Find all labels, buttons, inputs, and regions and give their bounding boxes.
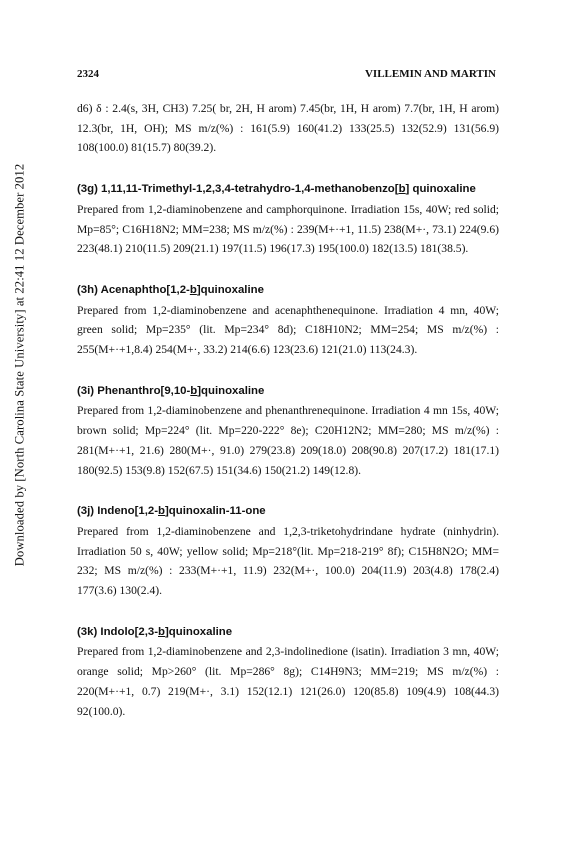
compound-title: [77, 502, 499, 522]
compound-entry-3h: [77, 281, 499, 360]
compound-description: Prepared from 1,2-diaminobenzene and phenanthrenequinone. Irradiation 4 mn 15s, 40W; brown solid; Mp=224° (lit. Mp=220-222° 8e); C20H12N2; MM=280; MS m/z(%) : 281(M+·+1, 21.6) 280(M+·, 91.0) 279(23.8) 209(18.0) 208(90.8) 207(17.2) 181(17.1) 180(92.5) 153(9.8) 152(67.5) 151(34.6) 150(21.2) 149(12.8).: [77, 404, 499, 477]
compound-entry-3j: [77, 502, 499, 601]
compound-entry-3i: [77, 382, 499, 481]
title-ring-letter: b: [158, 625, 165, 638]
intro-paragraph: d6) δ : 2.4(s, 3H, CH3) 7.25( br, 2H, H arom) 7.45(br, 1H, H arom) 7.7(br, 1H, H arom) 12.3(br, 1H, OH); MS m/z(%) : 161(5.9) 160(41.2) 133(25.5) 132(52.9) 131(56.9) 108(100.0) 81(15.7) 80(39.2).: [77, 102, 499, 155]
title-suffix: ]quinoxaline: [196, 283, 264, 296]
title-prefix: (3h) Acenaphtho[1,2-: [77, 283, 190, 296]
page-header: [77, 68, 496, 80]
compound-title: [77, 382, 499, 402]
page-number: 2324: [77, 68, 99, 80]
compound-description: Prepared from 1,2-diaminobenzene and 1,2,3-triketohydrindane hydrate (ninhydrin). Irradiation 50 s, 40W; yellow solid; Mp=218°(lit. Mp=218-219° 8f); C15H8N2O; MM= 232; MS m/z(%) : 233(M+·+1, 11.9) 232(M+·, 100.0) 204(11.9) 203(4.8) 178(2.4) 177(3.6) 130(2.4).: [77, 524, 499, 598]
compound-title: [77, 623, 499, 643]
title-suffix: ]quinoxaline: [164, 625, 233, 638]
title-ring-letter: b: [158, 505, 165, 518]
title-ring-letter: b: [398, 183, 406, 196]
title-prefix: (3j) Indeno[1,2-: [77, 505, 159, 518]
download-watermark: [11, 105, 29, 625]
compound-entry-3g: [77, 180, 499, 259]
title-ring-letter: b: [190, 384, 198, 397]
running-title: VILLEMIN AND MARTIN: [364, 68, 496, 80]
compound-description: Prepared from 1,2-diaminobenzene and acenaphthenequinone. Irradiation 4 mn, 40W; green solid; Mp=235° (lit. Mp=234° 8d); C18H10N2; MM=254; MS m/z(%) : 255(M+·+1,8.4) 254(M+·, 33.2) 214(6.6) 123(23.6) 121(21.0) 113(24.3).: [77, 303, 499, 357]
compound-title: [77, 180, 499, 200]
download-watermark-text: Downloaded by [North Carolina State University] at 22:41 12 December 2012: [12, 163, 27, 567]
compound-description: Prepared from 1,2-diaminobenzene and camphorquinone. Irradiation 15s, 40W; red solid; Mp=85°; C16H18N2; MM=238; MS m/z(%) : 239(M+·+1, 11.5) 238(M+·, 73.1) 224(9.6) 223(48.1) 210(11.5) 209(21.1) 197(11.5) 196(17.3) 195(100.0) 182(13.5) 181(38.5).: [77, 202, 499, 256]
title-suffix: ] quinoxaline: [405, 183, 476, 196]
compound-description: Prepared from 1,2-diaminobenzene and 2,3-indolinedione (isatin). Irradiation 3 mn, 40W; orange solid; Mp>260° (lit. Mp=286° 8g); C14H9N3; MM=219; MS m/z(%) : 220(M+·+1, 0.7) 219(M+·, 3.1) 152(12.1) 121(26.0) 120(85.8) 109(4.9) 108(44.3) 92(100.0).: [77, 645, 499, 718]
compound-entry-3k: [77, 623, 499, 722]
article-body: [77, 99, 499, 721]
title-suffix: ]quinoxaline: [197, 384, 265, 397]
compound-title: [77, 281, 499, 301]
title-suffix: ]quinoxalin-11-one: [164, 505, 266, 518]
title-ring-letter: b: [189, 283, 197, 296]
title-prefix: (3i) Phenanthro[9,10-: [77, 384, 191, 397]
title-prefix: (3g) 1,11,11-Trimethyl-1,2,3,4-tetrahydro-1,4-methanobenzo[: [77, 183, 399, 196]
title-prefix: (3k) Indolo[2,3-: [77, 625, 159, 638]
